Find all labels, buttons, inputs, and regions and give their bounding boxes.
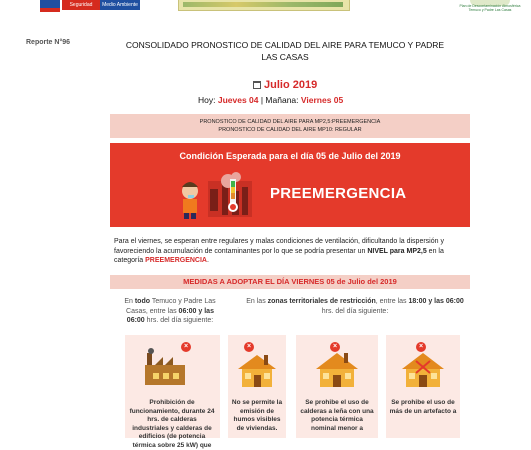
measures-title: MEDIDAS A ADOPTAR EL DÍA VIERNES 05 de Julio del 2019 (110, 275, 470, 289)
prohibited-x-icon: × (181, 342, 191, 352)
paragraph-bold1: NIVEL para MP2,5 (367, 247, 427, 255)
gov-logo-seg1: Seguridad Pública (62, 0, 100, 10)
measure-card-artifact-label: Se prohibe el uso de más de un artefacto a (389, 399, 457, 415)
prohibited-x-icon: × (330, 342, 340, 352)
forecast-summary (110, 114, 470, 138)
alert-level: PREEMERGENCIA (270, 185, 407, 202)
prohibited-x-icon: × (416, 342, 426, 352)
report-number: Reporte N°96 (26, 39, 71, 46)
forecast-mp25: PRONOSTICO DE CALIDAD DEL AIRE PARA MP2,5:PREEMERGENCIA (199, 119, 381, 125)
calendar-icon (253, 81, 261, 89)
right-col-p3: hrs. del día siguiente: (321, 307, 389, 315)
alert-banner (110, 143, 470, 227)
government-logo (40, 0, 140, 18)
left-column-text (118, 297, 222, 326)
left-col-b2: 06:00 y las 06:00 (126, 307, 214, 324)
house-stove-icon (398, 351, 448, 389)
date-separator: | Mañana: (258, 95, 301, 105)
house-smoke-icon (234, 351, 280, 389)
measure-card-smoke (228, 335, 286, 438)
chile-flag-icon (40, 0, 60, 12)
paragraph-text3: . (206, 257, 209, 264)
forecast-mp10: PRONOSTICO DE CALIDAD DEL AIRE MP10: REGULAR (218, 127, 362, 133)
right-column-text (240, 297, 470, 316)
plan-logo-line1: Plan de Descontaminación Atmosférica (459, 4, 521, 8)
forecast-paragraph (114, 237, 464, 266)
factory-icon (141, 347, 191, 387)
left-col-b1: todo (134, 298, 151, 305)
paragraph-text1: Para el viernes, se esperan entre regulares y malas condiciones de ventilación, dificultando la dispersión y favoreciendo la acumulación de contaminantes por lo que se podría presentar un (114, 238, 444, 255)
measure-card-boiler-label: Se prohibe el uso de calderas a leña con una potencia térmica nominal menor a (300, 399, 374, 432)
alert-title: Condición Esperada para el día 05 de Julio del 2019 (179, 151, 401, 161)
left-col-p2: Temuco y Padre Las Casas, entre las (126, 298, 216, 315)
month-year: Julio 2019 (264, 79, 318, 91)
today-label: Hoy: (198, 95, 218, 105)
header-landscape-image (178, 0, 350, 11)
left-col-p1: En (124, 298, 135, 305)
right-col-b2: 18:00 y las 06:00 (408, 298, 464, 305)
paragraph-text2: en la categoría (114, 247, 444, 264)
right-col-p2: , entre las (375, 298, 409, 305)
gov-logo-seg2: Medio Ambiente (100, 0, 140, 10)
smoke-warning-illustration-icon (170, 171, 254, 219)
right-col-p1: En las (246, 298, 268, 305)
left-col-p3: hrs. del día siguiente: (144, 317, 214, 324)
today-value: Jueves 04 (217, 95, 259, 105)
measure-card-smoke-label: No se permite la emisión de humos visibles de viviendas. (231, 399, 283, 432)
measure-card-industry-label: Prohibición de funcionamiento, durante 24 hrs. de calderas industriales y calderas de edificios (de potencia térmica sobre 25 kW) que (129, 399, 215, 449)
document-title: CONSOLIDADO PRONOSTICO DE CALIDAD DEL AIRE PARA TEMUCO Y PADRE LAS CASAS (125, 40, 445, 62)
measure-card-artifact (386, 335, 460, 438)
measure-card-boiler (296, 335, 378, 438)
measure-card-industry (125, 335, 220, 449)
tomorrow-value: Viernes 05 (300, 95, 344, 105)
top-banner (0, 0, 531, 16)
house-boiler-icon (312, 351, 362, 389)
paragraph-red1: PREEMERGENCIA (145, 257, 207, 264)
prohibited-x-icon: × (244, 342, 254, 352)
right-col-b1: zonas territoriales de restricción (267, 298, 376, 305)
date-line (198, 95, 388, 105)
plan-logo-line2: Temuco y Padre Las Casas (468, 8, 512, 12)
